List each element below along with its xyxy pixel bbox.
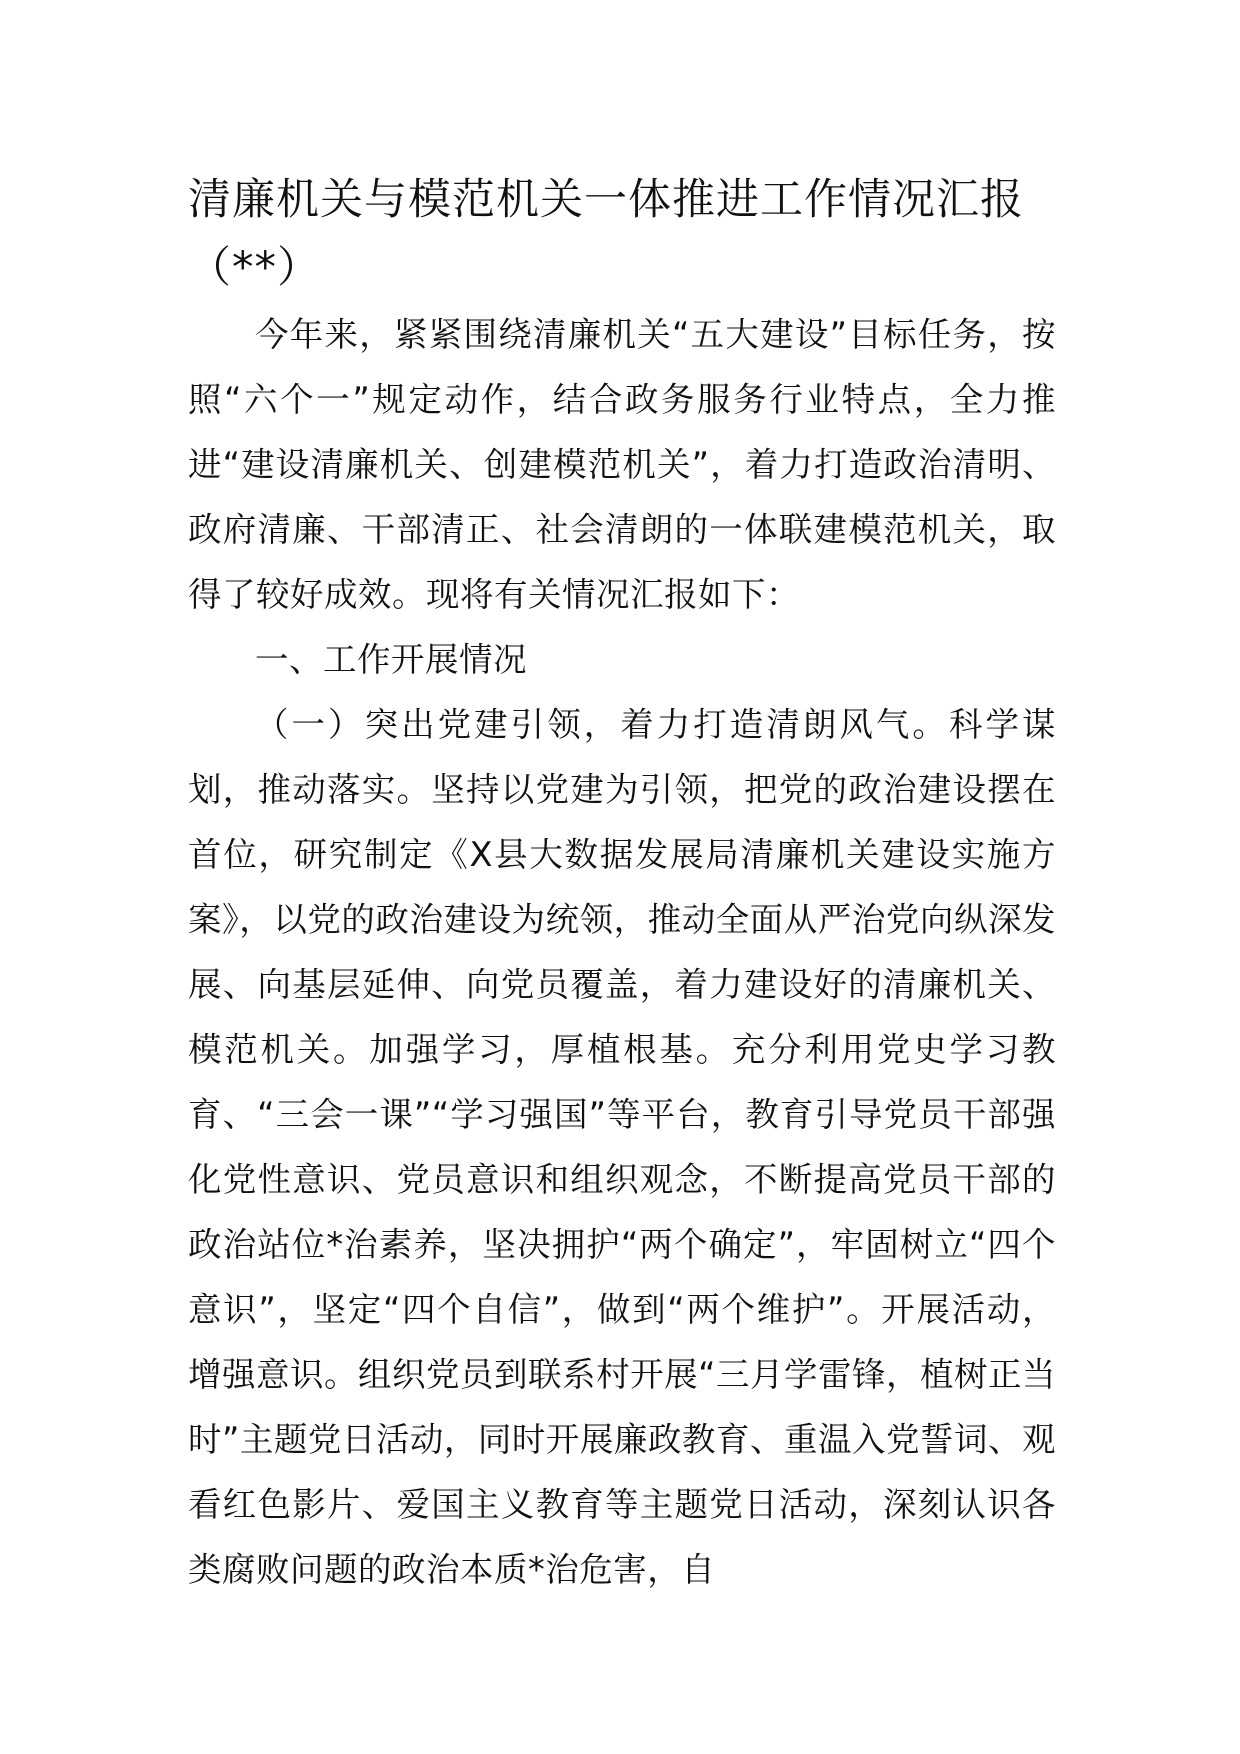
section-heading: 一、工作开展情况: [255, 640, 527, 679]
document-title: 清廉机关与模范机关一体推进工作情况汇报（**）: [188, 175, 1024, 293]
intro-paragraph: 今年来，紧紧围绕清廉机关“五大建设”目标任务，按照“六个一”规定动作，结合政务服务行业特点，全力推进“建设清廉机关、创建模范机关”，着力打造政治清明、政府清廉、干部清正、社会清朗的一体联建模范机关，取得了较好成效。现将有关情况汇报如下：: [188, 315, 1056, 614]
document-body: [188, 166, 1056, 1602]
section-paragraph: （一）突出党建引领，着力打造清朗风气。科学谋划，推动落实。坚持以党建为引领，把党的政治建设摆在首位，研究制定《X县大数据发展局清廉机关建设实施方案》，以党的政治建设为统领，推动全面从严治党向纵深发展、向基层延伸、向党员覆盖，着力建设好的清廉机关、模范机关。加强学习，厚植根基。充分利用党史学习教育、“三会一课”“学习强国”等平台，教育引导党员干部强化党性意识、党员意识和组织观念，不断提高党员干部的政治站位*治素养，坚决拥护“两个确定”，牢固树立“四个意识”，坚定“四个自信”，做到“两个维护”。开展活动，增强意识。组织党员到联系村开展“三月学雷锋，植树正当时”主题党日活动，同时开展廉政教育、重温入党誓词、观看红色影片、爱国主义教育等主题党日活动，深刻认识各类腐败问题的政治本质*治危害，自: [188, 705, 1056, 1589]
